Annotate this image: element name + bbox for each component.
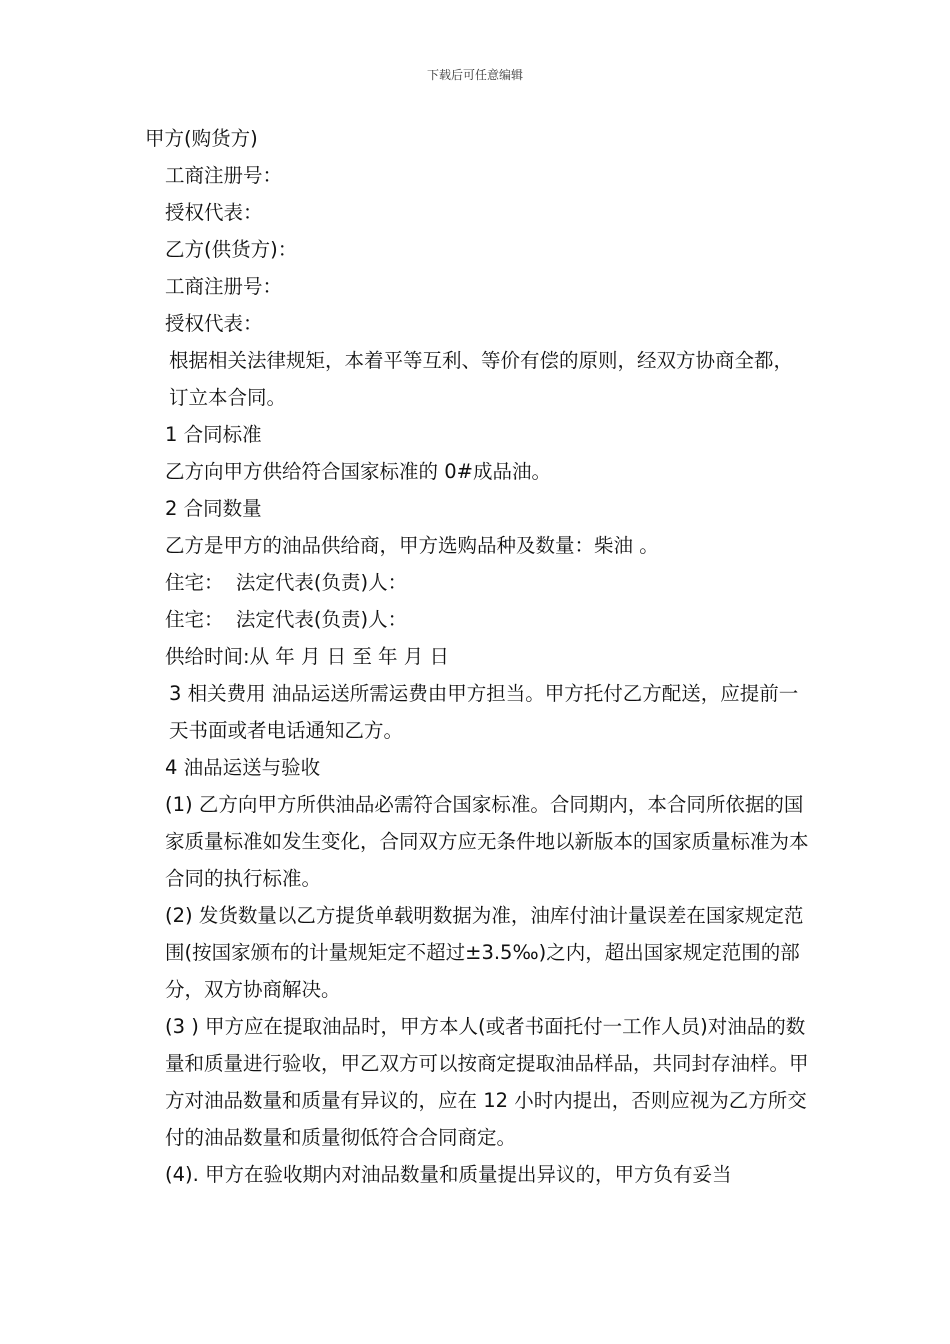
paragraph: 乙方向甲方供给符合国家标准的 0#成品油。 [165, 460, 551, 483]
paragraph: 4 油品运送与验收 [165, 756, 321, 779]
paragraph: (3 ) 甲方应在提取油品时，甲方本人(或者书面托付一工作人员)对油品的数量和质量进行验收，甲乙双方可以按商定提取油品样品，共同封存油样。甲方对油品数量和质量有异议的，应在 12 小时内提出，否则应视为乙方所交付的油品数量和质量彻低符合合同商定。 [165, 1015, 809, 1149]
paragraph: 1 合同标准 [165, 423, 262, 446]
header-note: 下载后可任意编辑 [426, 68, 523, 82]
paragraph: 授权代表： [165, 312, 263, 335]
paragraph: 住宅： 法定代表(负责)人： [165, 608, 408, 631]
paragraph: 根据相关法律规矩，本着平等互利、等价有偿的原则，经双方协商全都，订立本合同。 [169, 349, 794, 409]
paragraph: 授权代表： [165, 201, 263, 224]
paragraph: 乙方是甲方的油品供给商，甲方选购品种及数量：柴油 。 [165, 534, 659, 557]
paragraph: 工商注册号： [165, 164, 283, 187]
paragraph: 甲方(购货方) [145, 127, 258, 150]
paragraph: (2) 发货数量以乙方提货单载明数据为准，油库付油计量误差在国家规定范围(按国家颁布的计量规矩定不超过±3.5‰)之内，超出国家规定范围的部分，双方协商解决。 [165, 904, 804, 1001]
paragraph: 供给时间:从 年 月 日 至 年 月 日 [165, 645, 449, 668]
paragraph: 2 合同数量 [165, 497, 262, 520]
paragraph: (4). 甲方在验收期内对油品数量和质量提出异议的，甲方负有妥当 [165, 1163, 732, 1186]
paragraph: 住宅： 法定代表(负责)人： [165, 571, 408, 594]
paragraph: 乙方(供货方)： [165, 238, 298, 261]
document-body [145, 120, 810, 1193]
paragraph: (1) 乙方向甲方所供油品必需符合国家标准。合同期内，本合同所依据的国家质量标准如发生变化，合同双方应无条件地以新版本的国家质量标准为本合同的执行标准。 [165, 793, 809, 890]
paragraph: 3 相关费用 油品运送所需运费由甲方担当。甲方托付乙方配送，应提前一天书面或者电话通知乙方。 [169, 682, 799, 742]
paragraph: 工商注册号： [165, 275, 283, 298]
